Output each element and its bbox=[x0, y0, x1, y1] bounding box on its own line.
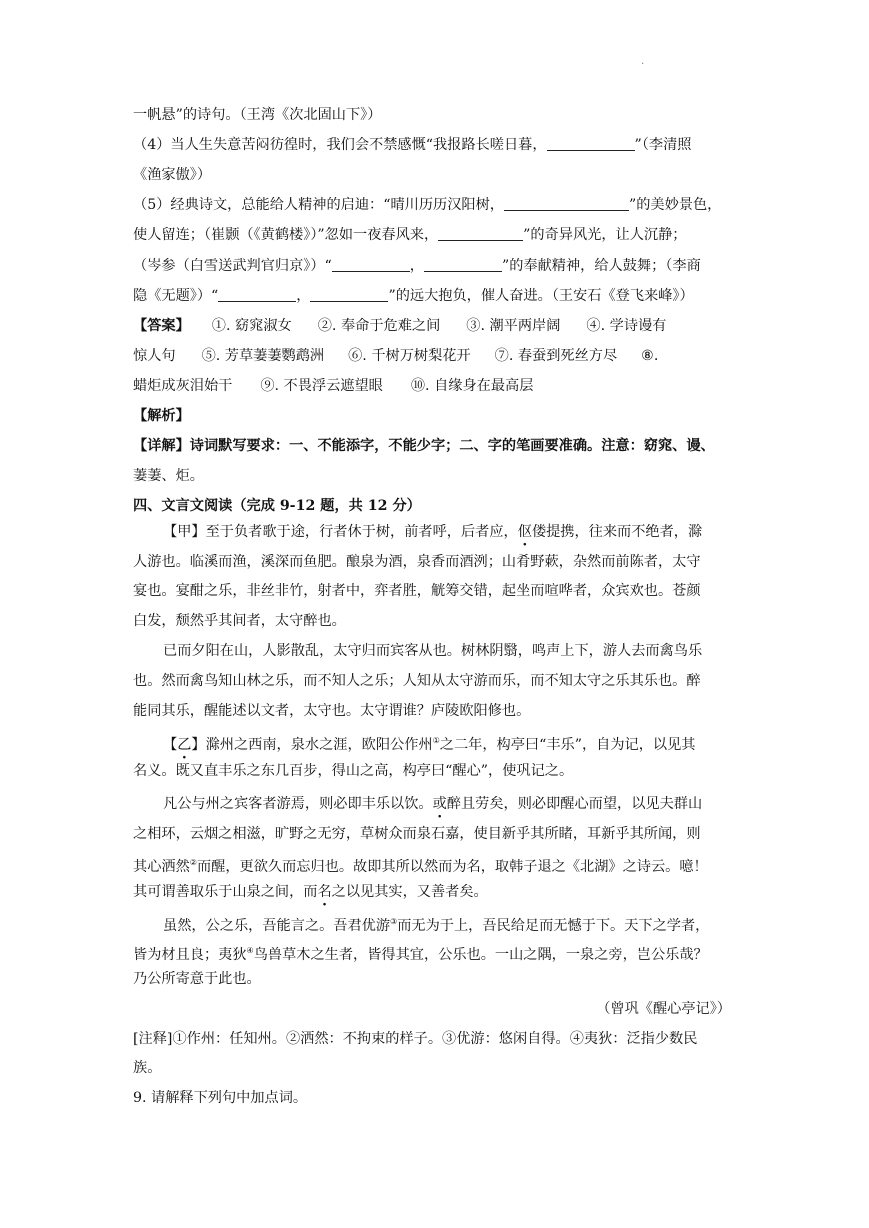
passage-line: 也。然而禽鸟知山林之乐，而不知人之乐；人知从太守游而乐，而不知太守之乐其乐也。醉 bbox=[133, 673, 701, 689]
answer-blank bbox=[547, 136, 635, 151]
notes-line: [注释]①作州：任知州。②洒然：不拘束的样子。③优游：悠闲自得。④夷狄：泛指少数民 bbox=[133, 1031, 698, 1047]
question-4-line: （4）当人生失意苦闷彷徨时，我们会不禁感慨“我报路长嗟日暮， ”（李清照 bbox=[133, 137, 692, 153]
answer-blank bbox=[218, 287, 296, 302]
passage-line: 其心洒然②而醒，更欲久而忘归也。故即其所以然而为名，取韩子退之《北湖》之诗云。噫！ bbox=[133, 858, 708, 875]
passage-line: 皆为材且良；夷狄④鸟兽草木之生者，皆得其宜，公乐也。一山之隅，一泉之旁，岂公乐哉？ bbox=[133, 946, 708, 963]
text-line: 萋萋、炬。 bbox=[133, 468, 204, 484]
passage-line: 名义。既又直丰乐之东几百步，得山之高，构亭曰“醒心”，使巩记之。 bbox=[133, 763, 574, 779]
passage-line: 宴也。宴酣之乐，非丝非竹，射者中，弈者胜，觥筹交错，起坐而喧哗者，众宾欢也。苍颜 bbox=[133, 583, 701, 599]
text-line: 隐《无题》）“ ， ”的远大抱负，催人奋进。（王安石《登飞来峰》） bbox=[133, 288, 694, 304]
question-5-line: （5）经典诗文，总能给人精神的启迪：“晴川历历汉阳树， ”的美妙景色， bbox=[133, 197, 722, 213]
passage-line: 虽然，公之乐，吾能言之。吾君优游③而无为于上，吾民给足而无憾于下。天下之学者， bbox=[163, 917, 710, 934]
passage-line: 其可谓善取乐于山泉之间，而名之以见其实，又善者矣。 bbox=[133, 884, 488, 900]
answer-line: 蜡炬成灰泪始干 ⑨. 不畏浮云遮望眼 ⑩. 自缘身在最高层 bbox=[133, 378, 534, 394]
text-line: （岑参（白雪送武判官归京》）“ ， ”的奉献精神，给人鼓舞；（李商 bbox=[133, 258, 701, 274]
text-line: 《渔家傲》） bbox=[133, 167, 212, 183]
answer-line: 【答案】 ①. 窈窕淑女 ②. 奉命于危难之间 ③. 潮平两岸阔 ④. 学诗谩有 bbox=[133, 318, 667, 334]
text-line: 使人留连；（崔颢（《黄鹤楼》）”忽如一夜春风来， ”的奇异风光，让人沉静； bbox=[133, 227, 687, 243]
answer-blank bbox=[332, 257, 410, 272]
notes-line: 族。 bbox=[133, 1060, 162, 1076]
passage-line: 白发，颓然乎其间者，太守醉也。 bbox=[133, 613, 346, 629]
passage-line: 乃公所寄意于此也。 bbox=[133, 971, 261, 987]
source-attribution: （曾巩《醒心亭记》） bbox=[596, 1001, 731, 1017]
passage-line: 【乙】滁州之西南，泉水之涯，欧阳公作州①之二年，构亭曰“丰乐”，自为记，以见其 bbox=[163, 736, 696, 753]
answer-blank bbox=[424, 257, 502, 272]
section-heading: 四、文言文阅读（完成 9-12 题，共 12 分） bbox=[133, 498, 421, 514]
question-9: 9. 请解释下列句中加点词。 bbox=[133, 1090, 308, 1106]
passage-line: 已而夕阳在山，人影散乱，太守归而宾客从也。树林阴翳，鸣声上下，游人去而禽鸟乐 bbox=[163, 643, 703, 659]
passage-line: 【甲】至于负者歌于途，行者休于树，前者呼，后者应，伛偻提携，往来而不绝者，滁 bbox=[163, 524, 703, 540]
detail-line: 【详解】诗词默写要求：一、不能添字，不能少字；二、字的笔画要准确。注意：窈窕、谩、 bbox=[133, 438, 715, 454]
analysis-heading: 【解析】 bbox=[133, 408, 190, 424]
text-line: 一帆悬”的诗句。（王湾《次北固山下》） bbox=[133, 107, 382, 123]
passage-line: 之相环，云烟之相滋，旷野之无穷，草树众而泉石嘉，使目新乎其所睹，耳新乎其所闻，则 bbox=[133, 826, 701, 842]
answer-blank bbox=[504, 196, 629, 211]
passage-line: 人游也。临溪而渔，溪深而鱼肥。酿泉为酒，泉香而酒洌；山肴野蔌，杂然而前陈者，太守 bbox=[133, 554, 701, 570]
passage-line: 凡公与州之宾客者游焉，则必即丰乐以饮。或醉且劳矣，则必即醒心而望，以见夫群山 bbox=[163, 796, 703, 812]
passage-line: 能同其乐，醒能述以文者，太守也。太守谓谁？庐陵欧阳修也。 bbox=[133, 703, 531, 719]
answer-blank bbox=[438, 226, 523, 241]
answer-line: 惊人句 ⑤. 芳草萋萋鹦鹉洲 ⑥. 千树万树梨花开 ⑦. 春蚕到死丝方尽 ⑧. bbox=[133, 348, 659, 364]
answer-blank bbox=[310, 287, 388, 302]
corner-mark: . bbox=[641, 56, 645, 67]
